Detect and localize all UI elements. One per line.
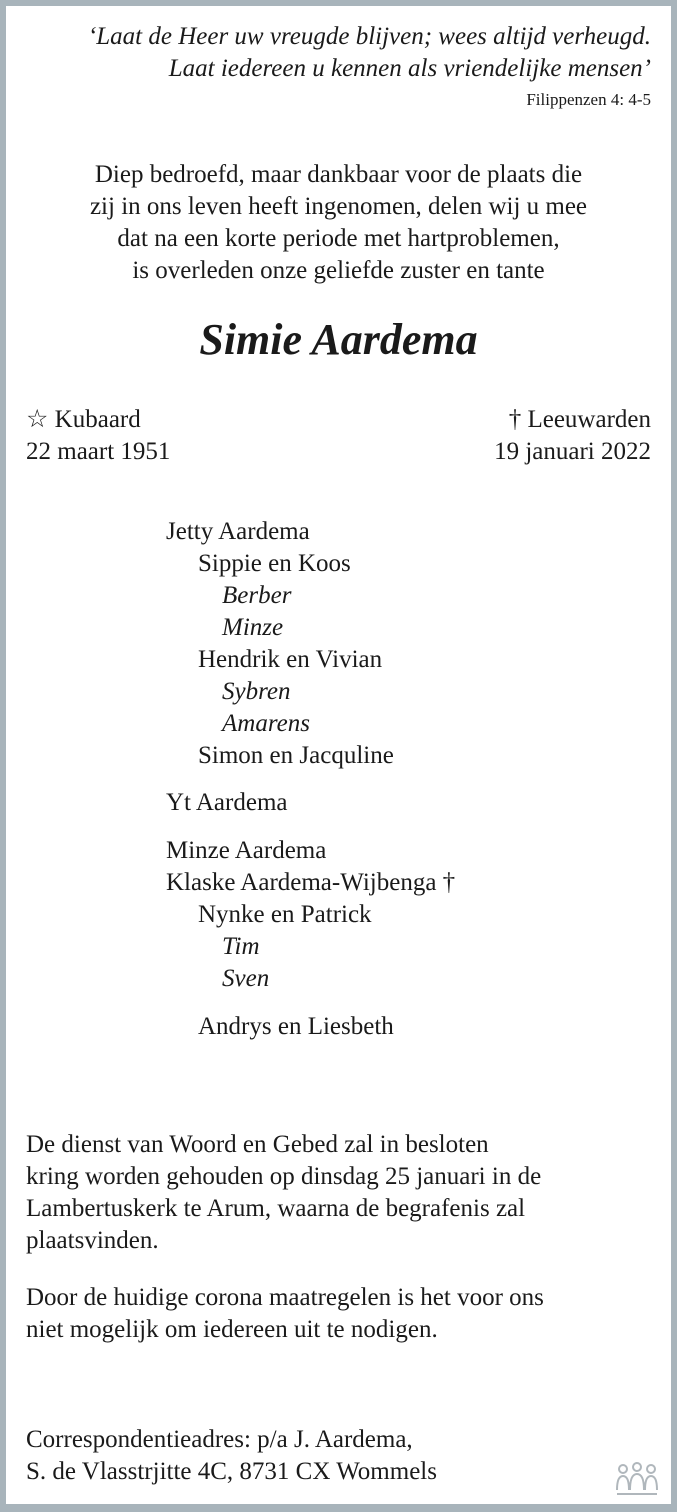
address-line-2: S. de Vlasstrjitte 4C, 8731 CX Wommels <box>26 1458 437 1485</box>
family-grandchild: Sybren <box>222 678 291 705</box>
family-child: Simon en Jacquline <box>198 742 394 769</box>
people-group-icon <box>615 1460 659 1498</box>
family-grandchild: Sven <box>222 965 270 992</box>
intro-line-2: zij in ons leven heeft ingenomen, delen wij u mee <box>89 193 588 220</box>
family-grandchild: Minze <box>222 614 284 641</box>
corona-line-1: Door de huidige corona maatregelen is het voor ons <box>26 1284 544 1311</box>
family-child: Andrys en Liesbeth <box>198 1013 394 1040</box>
death-place: † Leeuwarden <box>508 406 651 433</box>
birth-date: 22 maart 1951 <box>26 438 171 465</box>
service-line-1: De dienst van Woord en Gebed zal in besloten <box>26 1131 489 1158</box>
family-grandchild: Amarens <box>222 710 310 737</box>
intro-line-4: is overleden onze geliefde zuster en tante <box>132 257 545 284</box>
service-line-4: plaatsvinden. <box>26 1227 159 1254</box>
family-grandchild: Tim <box>222 933 260 960</box>
birth-place: ☆ Kubaard <box>26 406 141 433</box>
service-line-2: kring worden gehouden op dinsdag 25 januari in de <box>26 1163 542 1190</box>
intro-line-1: Diep bedroefd, maar dankbaar voor de plaats die <box>94 161 583 188</box>
family-child: Hendrik en Vivian <box>198 646 383 673</box>
bible-reference: Filippenzen 4: 4-5 <box>526 90 651 109</box>
deceased-name: Simie Aardema <box>199 315 478 364</box>
service-line-3: Lambertuskerk te Arum, waarna de begrafenis zal <box>26 1195 526 1222</box>
corona-line-2: niet mogelijk om iedereen uit te nodigen. <box>26 1316 438 1343</box>
family-child: Sippie en Koos <box>198 550 351 577</box>
family-name: Yt Aardema <box>166 789 288 816</box>
death-date: 19 januari 2022 <box>494 438 651 465</box>
bible-quote-line-1: ‘Laat de Heer uw vreugde blijven; wees altijd verheugd. <box>87 23 651 50</box>
family-child: Nynke en Patrick <box>198 901 372 928</box>
address-line-1: Correspondentieadres: p/a J. Aardema, <box>26 1426 413 1453</box>
family-name: Minze Aardema <box>166 837 327 864</box>
family-name: Jetty Aardema <box>166 518 310 545</box>
family-name: Klaske Aardema-Wijbenga † <box>166 869 456 896</box>
family-grandchild: Berber <box>222 582 292 609</box>
intro-line-3: dat na een korte periode met hartproblemen, <box>117 225 560 252</box>
bible-quote-line-2: Laat iedereen u kennen als vriendelijke mensen’ <box>168 55 651 82</box>
